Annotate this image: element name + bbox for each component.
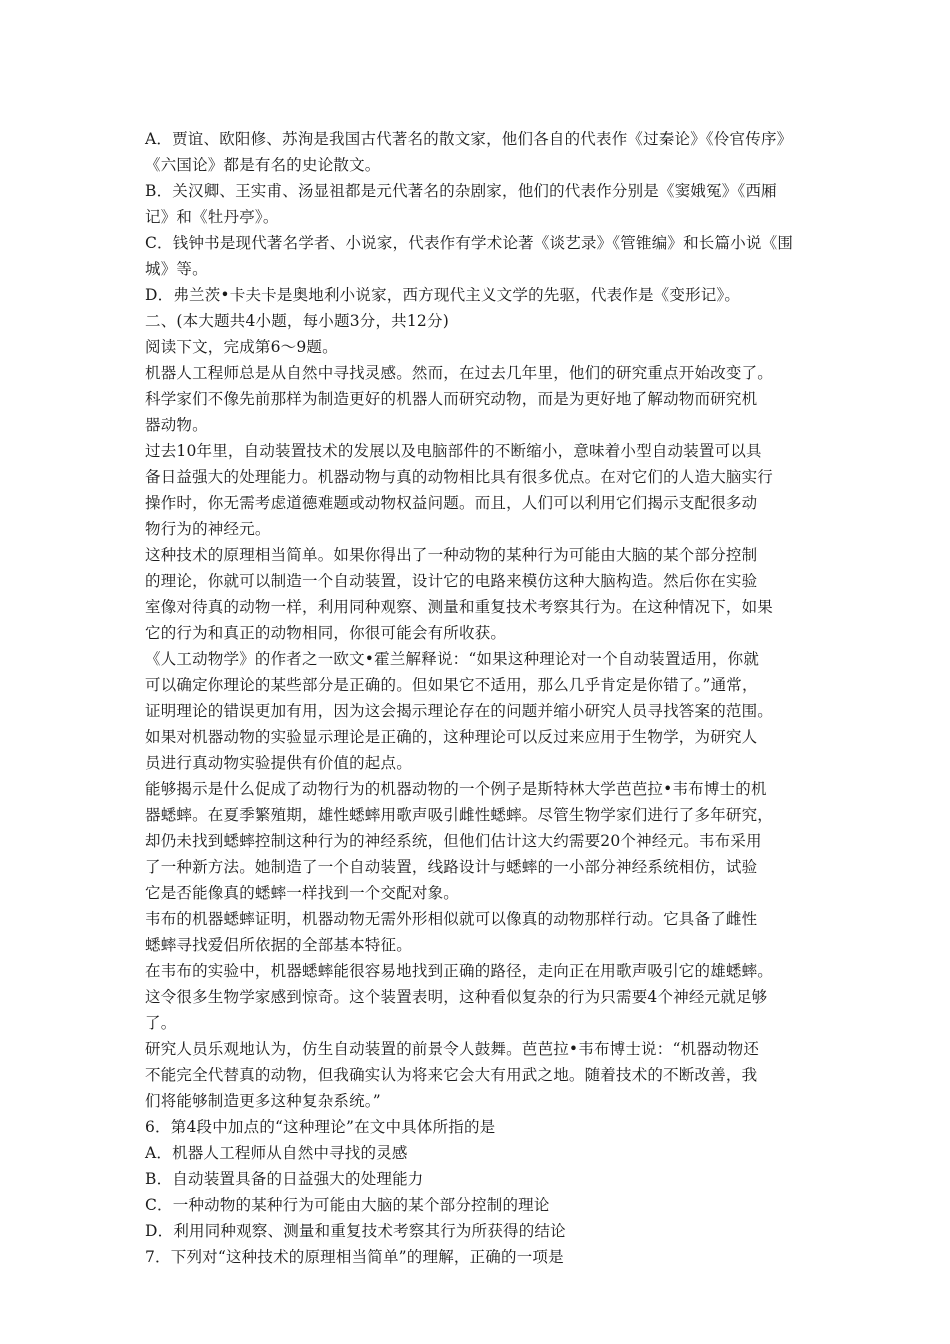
passage-p5-line-4: 了一种新方法。她制造了一个自动装置，线路设计与蟋蟀的一小部分神经系统相仿，试验: [145, 858, 758, 876]
option-c-line-2: 城》等。: [145, 260, 208, 278]
option-c-line-1: C．钱钟书是现代著名学者、小说家，代表作有学术论著《谈艺录》《管锥编》和长篇小说《围: [145, 234, 794, 252]
passage-p2-line-2: 备日益强大的处理能力。机器动物与真的动物相比具有很多优点。在对它们的人造大脑实行: [145, 468, 774, 486]
question-7-stem: 7．下列对“这种技术的原理相当简单”的理解，正确的一项是: [145, 1248, 564, 1266]
reading-instruction: 阅读下文，完成第6～9题。: [145, 338, 338, 356]
question-6-stem: 6．第4段中加点的“这种理论”在文中具体所指的是: [145, 1118, 496, 1136]
question-6-option-c: C．一种动物的某种行为可能由大脑的某个部分控制的理论: [145, 1196, 550, 1214]
passage-p5-line-5: 它是否能像真的蟋蟀一样找到一个交配对象。: [145, 884, 460, 902]
passage-p1-line-3: 器动物。: [145, 416, 208, 434]
passage-p4-line-4: 如果对机器动物的实验显示理论是正确的，这种理论可以反过来应用于生物学，为研究人: [145, 728, 758, 746]
passage-p4-line-3: 证明理论的错误更加有用，因为这会揭示理论存在的问题并缩小研究人员寻找答案的范围。: [145, 702, 774, 720]
passage-p4-line-1: 《人工动物学》的作者之一欧文•霍兰解释说：“如果这种理论对一个自动装置适用，你就: [145, 650, 760, 668]
passage-p5-line-1: 能够揭示是什么促成了动物行为的机器动物的一个例子是斯特林大学芭芭拉•韦布博士的机: [145, 780, 767, 798]
option-b-line-2: 记》和《牡丹亭》。: [145, 208, 279, 226]
question-6-option-d: D．利用同种观察、测量和重复技术考察其行为所获得的结论: [145, 1222, 566, 1240]
passage-p5-line-2: 器蟋蟀。在夏季繁殖期，雄性蟋蟀用歌声吸引雌性蟋蟀。尽管生物学家们进行了多年研究，: [145, 806, 774, 824]
passage-p8-line-3: 们将能够制造更多这种复杂系统。”: [145, 1092, 381, 1110]
passage-p7-line-2: 这令很多生物学家感到惊奇。这个装置表明，这种看似复杂的行为只需要4个神经元就足够: [145, 988, 768, 1006]
passage-p5-line-3: 却仍未找到蟋蟀控制这种行为的神经系统，但他们估计这大约需要20个神经元。韦布采用: [145, 832, 762, 850]
section-heading: 二、(本大题共4小题，每小题3分，共12分): [145, 312, 449, 330]
passage-p1-line-1: 机器人工程师总是从自然中寻找灵感。然而，在过去几年里，他们的研究重点开始改变了。: [145, 364, 774, 382]
passage-p7-line-3: 了。: [145, 1014, 177, 1032]
passage-p3-line-3: 室像对待真的动物一样，利用同种观察、测量和重复技术考察其行为。在这种情况下，如果: [145, 598, 774, 616]
passage-p6-line-2: 蟋蟀寻找爱侣所依据的全部基本特征。: [145, 936, 412, 954]
option-b-line-1: B．关汉卿、王实甫、汤显祖都是元代著名的杂剧家，他们的代表作分别是《窦娥冤》《西厢: [145, 182, 777, 200]
passage-p2-line-3: 操作时，你无需考虑道德难题或动物权益问题。而且，人们可以利用它们揭示支配很多动: [145, 494, 758, 512]
passage-p2-line-4: 物行为的神经元。: [145, 520, 271, 538]
passage-p4-line-5: 员进行真动物实验提供有价值的起点。: [145, 754, 412, 772]
passage-p2-line-1: 过去10年里，自动装置技术的发展以及电脑部件的不断缩小，意味着小型自动装置可以具: [145, 442, 762, 460]
passage-p3-line-1: 这种技术的原理相当简单。如果你得出了一种动物的某种行为可能由大脑的某个部分控制: [145, 546, 758, 564]
document-body: [145, 126, 813, 1270]
passage-p4-line-2: 可以确定你理论的某些部分是正确的。但如果它不适用，那么几乎肯定是你错了。”通常，: [145, 676, 758, 694]
question-6-option-a: A．机器人工程师从自然中寻找的灵感: [145, 1144, 408, 1162]
passage-p3-line-4: 它的行为和真正的动物相同，你很可能会有所收获。: [145, 624, 507, 642]
option-a-line-1: A．贾谊、欧阳修、苏洵是我国古代著名的散文家，他们各自的代表作《过秦论》《伶官传序》: [145, 130, 793, 148]
option-d-line: D．弗兰茨•卡夫卡是奥地利小说家，西方现代主义文学的先驱，代表作是《变形记》。: [145, 286, 741, 304]
passage-p1-line-2: 科学家们不像先前那样为制造更好的机器人而研究动物，而是为更好地了解动物而研究机: [145, 390, 758, 408]
passage-p6-line-1: 韦布的机器蟋蟀证明，机器动物无需外形相似就可以像真的动物那样行动。它具备了雌性: [145, 910, 758, 928]
question-6-option-b: B．自动装置具备的日益强大的处理能力: [145, 1170, 424, 1188]
option-a-line-2: 《六国论》都是有名的史论散文。: [145, 156, 381, 174]
passage-p7-line-1: 在韦布的实验中，机器蟋蟀能很容易地找到正确的路径，走向正在用歌声吸引它的雄蟋蟀。: [145, 962, 774, 980]
passage-p8-line-2: 不能完全代替真的动物，但我确实认为将来它会大有用武之地。随着技术的不断改善，我: [145, 1066, 758, 1084]
passage-p3-line-2: 的理论，你就可以制造一个自动装置，设计它的电路来模仿这种大脑构造。然后你在实验: [145, 572, 758, 590]
passage-p8-line-1: 研究人员乐观地认为，仿生自动装置的前景令人鼓舞。芭芭拉•韦布博士说：“机器动物还: [145, 1040, 760, 1058]
